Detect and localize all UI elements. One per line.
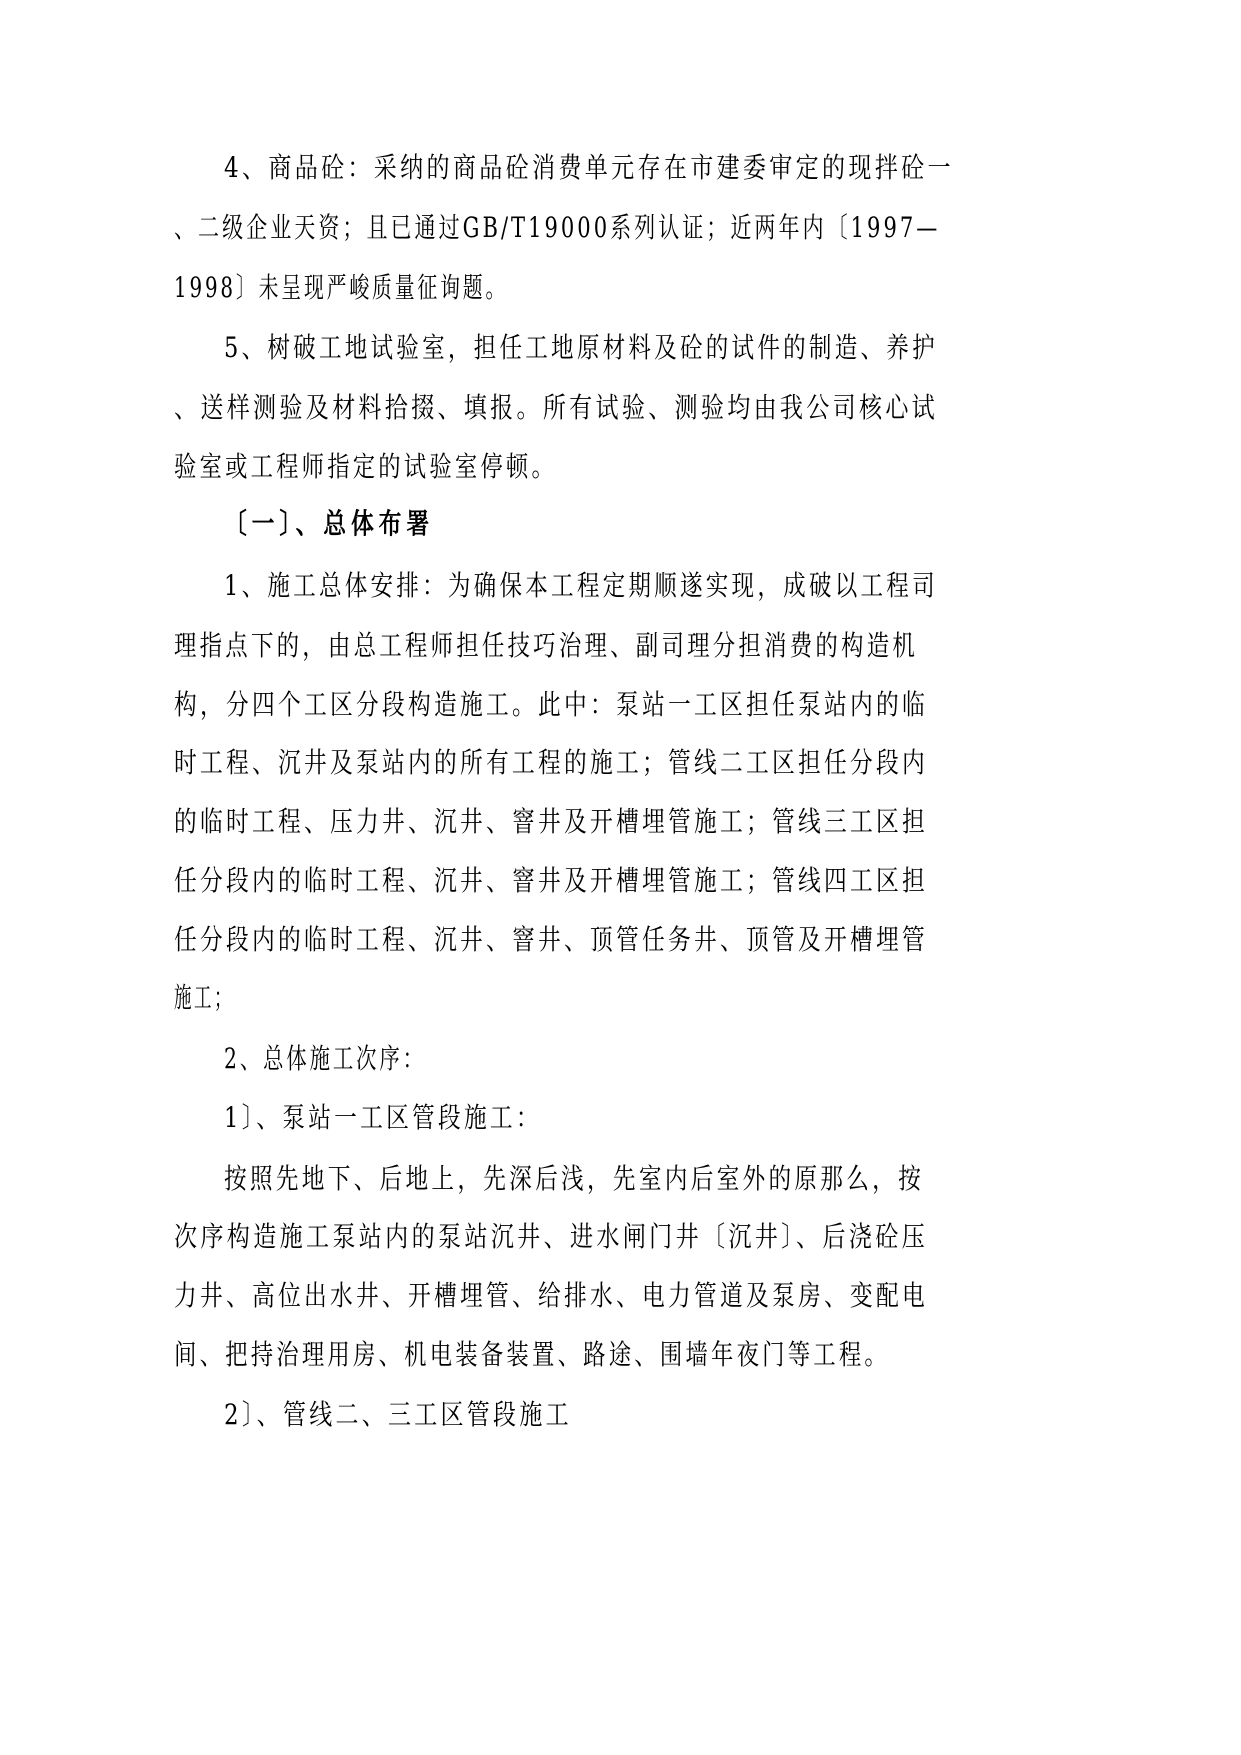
text-line-arrangement-6: 任分段内的临时工程、沉井、窨井及开槽埋管施工；管线四工区担 bbox=[174, 864, 929, 897]
text-line-item4-1: 4、商品砼：采纳的商品砼消费单元存在市建委审定的现拌砼一 bbox=[224, 151, 954, 184]
text-line-arrangement-7: 任分段内的临时工程、沉井、窨井、顶管任务井、顶管及开槽埋管 bbox=[174, 923, 929, 956]
text-line-arrangement-5: 的临时工程、压力井、沉井、窨井及开槽埋管施工；管线三工区担 bbox=[174, 805, 929, 838]
text-line-sequence-2: 次序构造施工泵站内的泵站沉井、进水闸门井〔沉井〕、后浇砼压 bbox=[174, 1220, 929, 1253]
text-line-sequence-3: 力井、高位出水井、开槽埋管、给排水、电力管道及泵房、变配电 bbox=[174, 1279, 929, 1312]
text-line-arrangement-4: 时工程、沉井及泵站内的所有工程的施工；管线二工区担任分段内 bbox=[174, 746, 929, 779]
text-line-subsection-2: 2〕、管线二、三工区管段施工 bbox=[224, 1398, 572, 1431]
text-line-arrangement-2: 理指点下的，由总工程师担任技巧治理、副司理分担消费的构造机 bbox=[174, 629, 919, 662]
text-line-item5-2: 、送样测验及材料拾掇、填报。所有试验、测验均由我公司核心试 bbox=[174, 391, 939, 424]
text-line-sequence-title: 2、总体施工次序： bbox=[224, 1042, 426, 1075]
text-line-arrangement-1: 1、施工总体安排：为确保本工程定期顺遂实现，成破以工程司 bbox=[224, 569, 938, 602]
section-heading: 〔一〕、总体布署 bbox=[224, 507, 435, 540]
text-line-item5-1: 5、树破工地试验室，担任工地原材料及砼的试件的制造、养护 bbox=[224, 331, 938, 364]
text-line-item4-3: 1998〕未呈现严峻质量征询题。 bbox=[174, 271, 509, 304]
text-line-item4-2: 、二级企业天资；且已通过GB/T19000系列认证；近两年内〔1997— bbox=[174, 211, 941, 244]
text-line-arrangement-8: 施工； bbox=[174, 981, 235, 1014]
text-line-item5-3: 验室或工程师指定的试验室停顿。 bbox=[174, 450, 558, 483]
text-line-subsection-1: 1〕、泵站一工区管段施工： bbox=[224, 1101, 542, 1134]
text-line-sequence-4: 间、把持治理用房、机电装备装置、路途、围墙年夜门等工程。 bbox=[174, 1338, 891, 1371]
text-line-sequence-1: 按照先地下、后地上，先深后浅，先室内后室外的原那么，按 bbox=[224, 1162, 925, 1195]
text-line-arrangement-3: 构，分四个工区分段构造施工。此中：泵站一工区担任泵站内的临 bbox=[174, 688, 929, 721]
